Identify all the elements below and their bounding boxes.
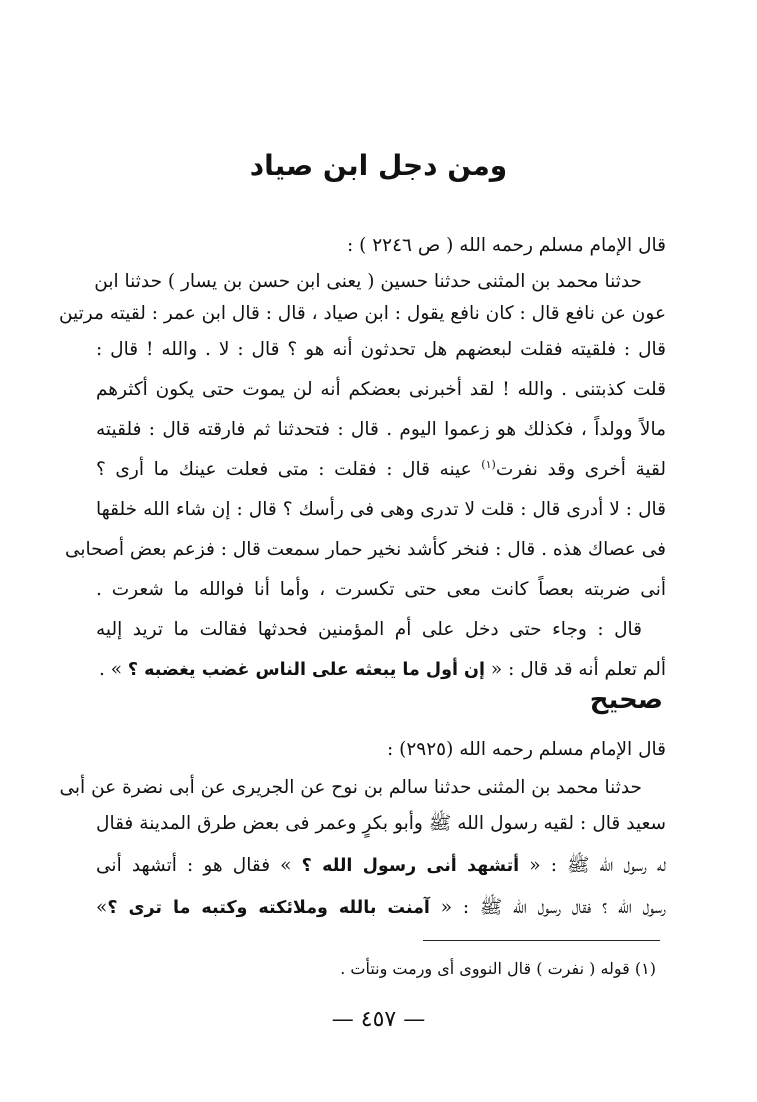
hadith-section-1	[58, 226, 666, 690]
isnad-intro: قال الإمام مسلم رحمه الله ( ص ٢٢٤٦ ) :	[347, 235, 666, 256]
prophetic-saying: آمنت بالله وملائكته وكتبه ما ترى ؟	[107, 898, 430, 918]
text-line: أنى ضربته بعصاً كانت معى حتى تكسرت ، وأما أنا فوالله ما شعرت .	[96, 579, 666, 600]
text-line	[96, 450, 666, 490]
prophetic-saying: إن أول ما يبعثه على الناس غضب يغضبه ؟	[127, 660, 485, 680]
text-line: حدثنا محمد بن المثنى حدثنا سالم بن نوح عن الجريرى عن أبى نضرة عن أبى	[59, 777, 642, 798]
isnad-intro: قال الإمام مسلم رحمه الله (٢٩٢٥) :	[387, 739, 666, 760]
text-segment: » فقال هو : أتشهد أنى	[96, 855, 292, 876]
text-segment: له رسول الله ﷺ : «	[529, 855, 666, 876]
text-line: سعيد قال : لقيه رسول الله ﷺ وأبو بكرٍ وعمر فى بعض طرق المدينة فقال	[96, 813, 666, 834]
text-segment: »	[96, 897, 108, 918]
text-segment: لقية أخرى وقد نفرت	[495, 459, 666, 480]
text-line: مالاً وولداً ، فكذلك هو زعموا اليوم . قال : فتحدثنا ثم فارقته قال : فلقيته	[96, 419, 666, 440]
footnote-divider	[423, 940, 660, 941]
text-line: قال : لا أدرى قال : قلت لا تدرى وهى فى رأسك ؟ قال : إن شاء الله خلقها	[96, 499, 666, 520]
text-line: فى عصاك هذه . قال : فنخر كأشد نخير حمار سمعت قال : فزعم بعض أصحابى	[64, 539, 666, 560]
hadith-section-2	[59, 730, 666, 928]
text-line: قال : فلقيته فقلت لبعضهم هل تحدثون أنه هو ؟ قال : لا . والله ! قال :	[96, 339, 666, 360]
footnote: (١) قوله ( نفرت ) قال النووى أى ورمت ونتأت .	[340, 959, 656, 978]
text-line: حدثنا محمد بن المثنى حدثنا حسين ( يعنى ابن حسن بن يسار ) حدثنا ابن	[94, 271, 642, 292]
text-line	[96, 888, 666, 928]
text-segment: ألم تعلم أنه قد قال : «	[490, 659, 666, 680]
grade-label: صحيح	[589, 685, 663, 715]
text-segment: رسول الله ؟ فقال رسول الله ﷺ : «	[440, 897, 666, 918]
text-line: عون عن نافع قال : كان نافع يقول : ابن صياد ، قال : قال ابن عمر : لقيته مرتين	[58, 303, 666, 324]
text-segment: » .	[98, 659, 123, 680]
footnote-marker: (١)	[481, 457, 496, 471]
text-segment: عينه قال : فقلت : متى فعلت عينك ما أرى ؟	[96, 459, 472, 480]
page-number: — ٤٥٧ —	[331, 1007, 426, 1032]
chapter-title: ومن دجل ابن صياد	[249, 149, 508, 182]
text-line	[96, 846, 666, 886]
text-line: قال : وجاء حتى دخل على أم المؤمنين فحدثها فقالت ما تريد إليه	[96, 619, 642, 640]
prophetic-saying: أتشهد أنى رسول الله ؟	[301, 856, 520, 876]
text-line: قلت كذبتنى . والله ! لقد أخبرنى بعضكم أنه لن يموت حتى يكون أكثرهم	[96, 379, 666, 400]
